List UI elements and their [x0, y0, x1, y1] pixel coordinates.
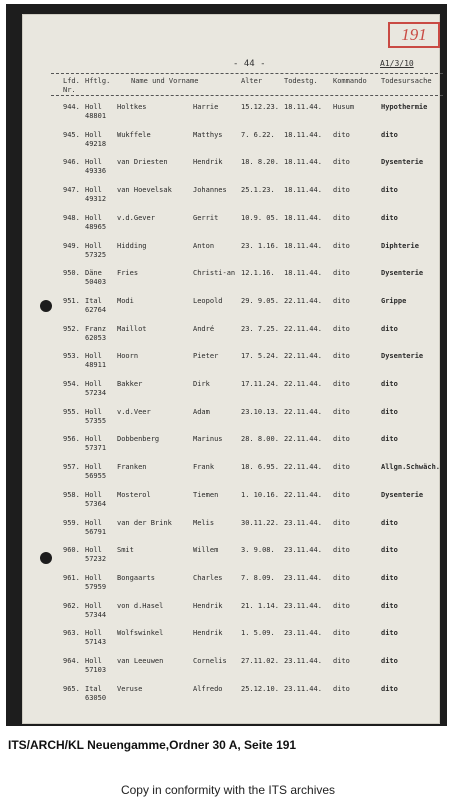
prisoner-id	[85, 657, 106, 675]
cause-of-death: Hypothermie	[381, 103, 428, 111]
table-row	[23, 103, 439, 129]
table-row	[23, 214, 439, 240]
death-date: 22.11.44.	[284, 490, 322, 499]
death-date: 23.11.44.	[284, 546, 322, 555]
death-date: 18.11.44.	[284, 241, 322, 250]
prisoner-id	[85, 352, 106, 370]
birth-date: 7. 8.09.	[241, 573, 275, 582]
archive-caption: ITS/ARCH/KL Neuengamme,Ordner 30 A, Seite 191	[8, 738, 297, 752]
row-number: 962.	[63, 601, 80, 610]
birth-date: 15.12.23.	[241, 103, 279, 111]
surname: van Driesten	[117, 158, 168, 167]
row-number: 953.	[63, 352, 80, 361]
death-date: 22.11.44.	[284, 407, 322, 416]
cause-of-death: dito	[381, 407, 398, 416]
cause-of-death: Dysenterie	[381, 269, 424, 278]
birth-date: 18. 8.20.	[241, 158, 279, 167]
birth-date: 27.11.02.	[241, 657, 279, 665]
kommando: dito	[333, 684, 350, 693]
nationality: Ital	[85, 684, 102, 693]
first-name: Anton	[193, 241, 215, 250]
death-date: 23.11.44.	[284, 601, 322, 610]
prisoner-number: 57143	[85, 638, 107, 647]
row-number: 945.	[63, 130, 80, 139]
prisoner-id	[85, 131, 106, 149]
prisoner-id	[85, 574, 106, 592]
table-row	[23, 131, 439, 157]
row-number: 946.	[63, 158, 80, 167]
prisoner-id	[85, 491, 106, 509]
kommando: dito	[333, 296, 350, 305]
cause-of-death: dito	[381, 213, 398, 222]
death-date: 22.11.44.	[284, 380, 322, 388]
cause-of-death: Allgn.Schwäch.	[381, 463, 441, 472]
prisoner-number: 49218	[85, 139, 107, 148]
prisoner-number: 56955	[85, 472, 107, 481]
death-date: 22.11.44.	[284, 352, 322, 361]
first-name: Adam	[193, 407, 210, 416]
header-no: Lfd. Nr.	[63, 77, 80, 94]
prisoner-id	[85, 103, 106, 121]
cause-of-death: dito	[381, 324, 398, 333]
surname: Hidding	[117, 241, 147, 250]
table-row	[23, 408, 439, 434]
prisoner-number: 48911	[85, 361, 107, 370]
nationality: Holl	[85, 490, 102, 499]
prisoner-id	[85, 158, 106, 176]
cause-of-death: Dysenterie	[381, 352, 424, 361]
prisoner-number: 62053	[85, 333, 107, 342]
surname: Mosterol	[117, 490, 151, 499]
nationality: Holl	[85, 352, 102, 361]
nationality: Holl	[85, 573, 102, 582]
cause-of-death: dito	[381, 684, 398, 693]
nationality: Holl	[85, 380, 102, 388]
nationality: Holl	[85, 130, 102, 139]
birth-date: 10.9. 05.	[241, 213, 279, 222]
birth-date: 12.1.16.	[241, 269, 275, 278]
surname: Franken	[117, 463, 147, 472]
nationality: Holl	[85, 158, 102, 167]
row-number: 956.	[63, 435, 80, 444]
birth-date: 7. 6.22.	[241, 130, 275, 139]
cause-of-death: Dysenterie	[381, 490, 424, 499]
kommando: dito	[333, 573, 350, 582]
death-date: 23.11.44.	[284, 629, 322, 638]
death-date: 18.11.44.	[284, 269, 322, 278]
header-cause: Todesursache	[381, 77, 432, 85]
prisoner-id	[85, 629, 106, 647]
surname: v.d.Veer	[117, 407, 151, 416]
header-top-rule	[51, 73, 443, 74]
scanned-document	[6, 4, 447, 726]
kommando: dito	[333, 629, 350, 638]
prisoner-number: 57371	[85, 444, 107, 453]
birth-date: 25.1.23.	[241, 186, 275, 195]
kommando: dito	[333, 657, 350, 665]
nationality: Däne	[85, 269, 102, 278]
first-name: Marinus	[193, 435, 223, 444]
birth-date: 3. 9.08.	[241, 546, 275, 555]
nationality: Holl	[85, 103, 102, 111]
first-name: Tiemen	[193, 490, 219, 499]
punch-hole	[40, 300, 52, 312]
kommando: dito	[333, 324, 350, 333]
header-kommando: Kommando	[333, 77, 367, 85]
first-name: Leopold	[193, 296, 223, 305]
kommando: dito	[333, 158, 350, 167]
surname: Bakker	[117, 380, 143, 388]
nationality: Ital	[85, 296, 102, 305]
row-number: 952.	[63, 324, 80, 333]
nationality: Holl	[85, 601, 102, 610]
kommando: dito	[333, 130, 350, 139]
kommando: dito	[333, 546, 350, 555]
document-page	[22, 14, 440, 724]
first-name: Johannes	[193, 186, 227, 195]
birth-date: 30.11.22.	[241, 518, 279, 527]
nationality: Holl	[85, 546, 102, 555]
prisoner-number: 63050	[85, 693, 107, 702]
cause-of-death: dito	[381, 601, 398, 610]
archive-stamp: 191	[388, 22, 440, 48]
cause-of-death: dito	[381, 629, 398, 638]
row-number: 949.	[63, 241, 80, 250]
table-row	[23, 380, 439, 406]
row-number: 947.	[63, 186, 80, 195]
birth-date: 1. 10.16.	[241, 490, 279, 499]
prisoner-number: 57325	[85, 250, 107, 259]
surname: von d.Hasel	[117, 601, 164, 610]
death-date: 18.11.44.	[284, 186, 322, 195]
prisoner-id	[85, 463, 106, 481]
death-date: 23.11.44.	[284, 657, 322, 665]
copy-note: Copy in conformity with the ITS archives	[120, 783, 336, 797]
nationality: Holl	[85, 657, 102, 665]
first-name: Willem	[193, 546, 219, 555]
birth-date: 21. 1.14.	[241, 601, 279, 610]
first-name: Dirk	[193, 380, 210, 388]
first-name: Melis	[193, 518, 215, 527]
first-name: Cornelis	[193, 657, 227, 665]
cause-of-death: dito	[381, 657, 398, 665]
first-name: Frank	[193, 463, 215, 472]
prisoner-id	[85, 325, 106, 343]
prisoner-id	[85, 269, 106, 287]
prisoner-number: 49336	[85, 167, 107, 176]
row-number: 964.	[63, 657, 80, 665]
cause-of-death: Dysenterie	[381, 158, 424, 167]
death-date: 18.11.44.	[284, 103, 322, 111]
surname: v.d.Gever	[117, 213, 155, 222]
prisoner-number: 57959	[85, 582, 107, 591]
birth-date: 25.12.10.	[241, 684, 279, 693]
table-row	[23, 325, 439, 351]
kommando: dito	[333, 463, 350, 472]
header-death: Todestg.	[284, 77, 318, 85]
prisoner-number: 57364	[85, 499, 107, 508]
first-name: Charles	[193, 573, 223, 582]
nationality: Holl	[85, 407, 102, 416]
nationality: Holl	[85, 463, 102, 472]
kommando: dito	[333, 601, 350, 610]
birth-date: 23. 7.25.	[241, 324, 279, 333]
table-row	[23, 574, 439, 600]
table-row	[23, 602, 439, 628]
kommando: dito	[333, 352, 350, 361]
surname: van Leeuwen	[117, 657, 164, 665]
cause-of-death: dito	[381, 186, 398, 195]
birth-date: 23. 1.16.	[241, 241, 279, 250]
first-name: Christi-an	[193, 269, 236, 278]
birth-date: 29. 9.05.	[241, 296, 279, 305]
header-age: Alter	[241, 77, 263, 85]
table-row	[23, 297, 439, 323]
kommando: dito	[333, 490, 350, 499]
death-date: 22.11.44.	[284, 324, 322, 333]
table-row	[23, 352, 439, 378]
nationality: Franz	[85, 324, 107, 333]
death-date: 23.11.44.	[284, 518, 322, 527]
prisoner-number: 48801	[85, 112, 107, 120]
death-date: 18.11.44.	[284, 130, 322, 139]
surname: Wolfswinkel	[117, 629, 164, 638]
prisoner-number: 62764	[85, 305, 107, 314]
table-row	[23, 546, 439, 572]
cause-of-death: dito	[381, 518, 398, 527]
prisoner-id	[85, 435, 106, 453]
surname: van Hoevelsak	[117, 186, 172, 195]
kommando: dito	[333, 241, 350, 250]
header-prisoner: Hftlg.	[85, 77, 111, 85]
first-name: André	[193, 324, 215, 333]
row-number: 950.	[63, 269, 80, 278]
surname: Holtkes	[117, 103, 147, 111]
death-date: 22.11.44.	[284, 296, 322, 305]
birth-date: 17. 5.24.	[241, 352, 279, 361]
first-name: Hendrik	[193, 629, 223, 638]
prisoner-id	[85, 214, 106, 232]
prisoner-id	[85, 380, 106, 398]
prisoner-id	[85, 519, 106, 537]
row-number: 960.	[63, 546, 80, 555]
first-name: Pieter	[193, 352, 219, 361]
row-number: 961.	[63, 573, 80, 582]
row-number: 954.	[63, 380, 80, 388]
table-row	[23, 491, 439, 517]
death-date: 18.11.44.	[284, 213, 322, 222]
row-number: 948.	[63, 213, 80, 222]
death-date: 18.11.44.	[284, 158, 322, 167]
prisoner-id	[85, 408, 106, 426]
prisoner-number: 50403	[85, 278, 107, 287]
nationality: Holl	[85, 213, 102, 222]
cause-of-death: dito	[381, 435, 398, 444]
table-row	[23, 519, 439, 545]
nationality: Holl	[85, 629, 102, 638]
prisoner-number: 48965	[85, 222, 107, 231]
birth-date: 28. 8.00.	[241, 435, 279, 444]
prisoner-number: 57103	[85, 666, 107, 674]
table-row	[23, 186, 439, 212]
kommando: dito	[333, 407, 350, 416]
birth-date: 18. 6.95.	[241, 463, 279, 472]
surname: Dobbenberg	[117, 435, 160, 444]
prisoner-number: 57344	[85, 610, 107, 619]
nationality: Holl	[85, 186, 102, 195]
nationality: Holl	[85, 435, 102, 444]
first-name: Alfredo	[193, 684, 223, 693]
death-date: 23.11.44.	[284, 684, 322, 693]
prisoner-id	[85, 602, 106, 620]
page-number: - 44 -	[233, 59, 266, 69]
prisoner-id	[85, 685, 106, 703]
prisoner-id	[85, 297, 106, 315]
birth-date: 17.11.24.	[241, 380, 279, 388]
row-number: 965.	[63, 684, 80, 693]
surname: Maillot	[117, 324, 147, 333]
death-date: 22.11.44.	[284, 463, 322, 472]
row-number: 944.	[63, 103, 80, 111]
table-row	[23, 657, 439, 683]
row-number: 959.	[63, 518, 80, 527]
prisoner-number: 56791	[85, 527, 107, 536]
cause-of-death: Diphterie	[381, 241, 419, 250]
kommando: dito	[333, 213, 350, 222]
first-name: Gerrit	[193, 213, 219, 222]
cause-of-death: dito	[381, 380, 398, 388]
kommando: Husum	[333, 103, 355, 111]
birth-date: 23.10.13.	[241, 407, 279, 416]
kommando: dito	[333, 435, 350, 444]
surname: Hoorn	[117, 352, 139, 361]
cause-of-death: dito	[381, 546, 398, 555]
surname: Veruse	[117, 684, 143, 693]
nationality: Holl	[85, 518, 102, 527]
death-date: 23.11.44.	[284, 573, 322, 582]
prisoner-id	[85, 546, 106, 564]
cause-of-death: dito	[381, 130, 398, 139]
table-row	[23, 269, 439, 295]
reference-number: A1/3/10	[380, 59, 414, 68]
prisoner-number: 57234	[85, 389, 107, 397]
kommando: dito	[333, 518, 350, 527]
row-number: 957.	[63, 463, 80, 472]
kommando: dito	[333, 269, 350, 278]
surname: Smit	[117, 546, 134, 555]
birth-date: 1. 5.09.	[241, 629, 275, 638]
surname: Modi	[117, 296, 134, 305]
header-name: Name und Vorname	[131, 77, 199, 85]
row-number: 963.	[63, 629, 80, 638]
row-number: 951.	[63, 296, 80, 305]
surname: Fries	[117, 269, 139, 278]
table-row	[23, 629, 439, 655]
cause-of-death: dito	[381, 573, 398, 582]
table-row	[23, 158, 439, 184]
row-number: 955.	[63, 407, 80, 416]
prisoner-number: 49312	[85, 195, 107, 204]
kommando: dito	[333, 380, 350, 388]
prisoner-id	[85, 242, 106, 260]
first-name: Matthys	[193, 130, 223, 139]
surname: Wukffele	[117, 130, 151, 139]
table-row	[23, 435, 439, 461]
row-number: 958.	[63, 490, 80, 499]
surname: Bongaarts	[117, 573, 155, 582]
kommando: dito	[333, 186, 350, 195]
table-row	[23, 463, 439, 489]
nationality: Holl	[85, 241, 102, 250]
surname: van der Brink	[117, 518, 172, 527]
first-name: Harrie	[193, 103, 219, 111]
table-row	[23, 242, 439, 268]
header-bottom-rule	[51, 95, 443, 96]
prisoner-id	[85, 186, 106, 204]
prisoner-number: 57355	[85, 416, 107, 425]
first-name: Hendrik	[193, 158, 223, 167]
first-name: Hendrik	[193, 601, 223, 610]
table-row	[23, 685, 439, 711]
prisoner-number: 57232	[85, 555, 107, 564]
cause-of-death: Grippe	[381, 296, 407, 305]
death-date: 22.11.44.	[284, 435, 322, 444]
punch-hole	[40, 552, 52, 564]
